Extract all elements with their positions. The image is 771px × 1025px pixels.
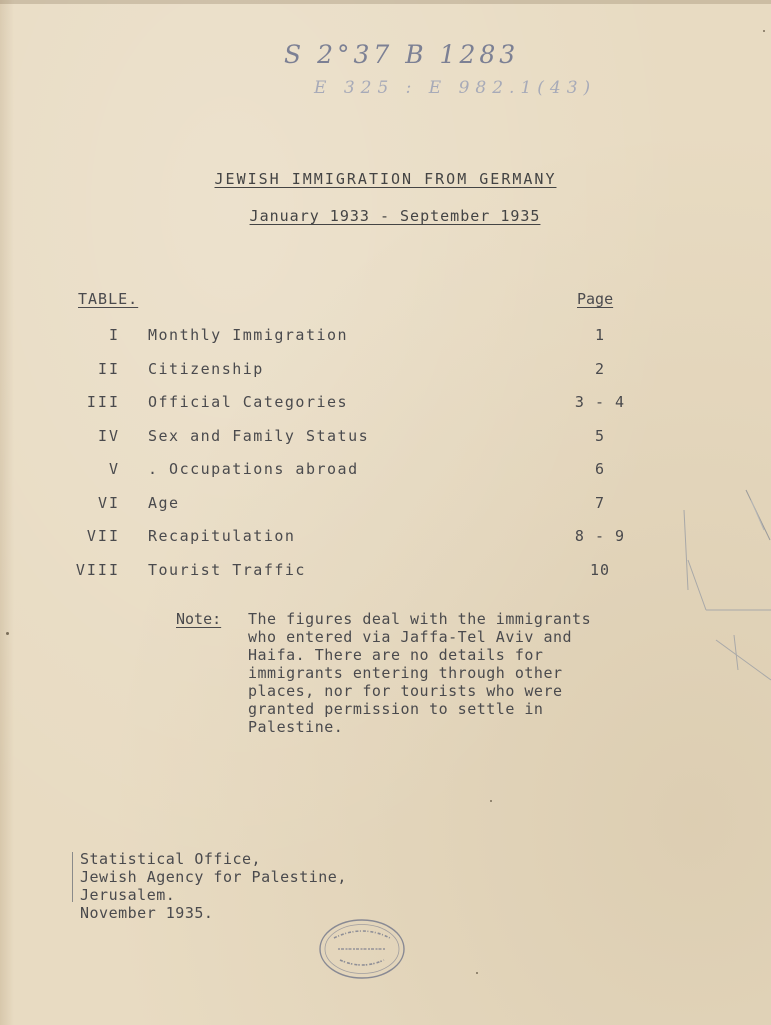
- note-line: immigrants entering through other: [248, 664, 563, 682]
- table-label: Citizenship: [148, 360, 264, 378]
- paper-speck: [490, 800, 492, 802]
- document-title: [0, 170, 771, 188]
- footer-line: November 1935.: [80, 904, 214, 922]
- table-label: Official Categories: [148, 393, 349, 411]
- table-row: [0, 527, 771, 553]
- page-top-edge: [0, 0, 771, 4]
- note-line: The figures deal with the immigrants: [248, 610, 592, 628]
- note-line: Haifa. There are no details for: [248, 646, 544, 664]
- footer-line: Jewish Agency for Palestine,: [80, 868, 347, 886]
- signature-block: [80, 850, 347, 922]
- note-line: places, nor for tourists who were: [248, 682, 563, 700]
- table-page-number: 6: [594, 460, 606, 478]
- table-label: . Occupations abroad: [148, 460, 359, 478]
- table-number: VII: [86, 527, 120, 545]
- table-page-number: 7: [594, 494, 606, 512]
- table-number: III: [86, 393, 120, 411]
- table-page-number: 2: [594, 360, 606, 378]
- table-label: Sex and Family Status: [148, 427, 370, 445]
- document-title-text: JEWISH IMMIGRATION FROM GERMANY: [214, 170, 557, 188]
- table-page-number: 1: [594, 326, 606, 344]
- table-label: Recapitulation: [148, 527, 296, 545]
- table-row: [0, 460, 771, 486]
- handwritten-call-number: S 2°37 B 1283: [284, 40, 520, 69]
- footer-line: Statistical Office,: [80, 850, 262, 868]
- table-number: II: [97, 360, 120, 378]
- table-page-number: 3 - 4: [574, 393, 626, 411]
- table-number: VI: [97, 494, 120, 512]
- table-label: Tourist Traffic: [148, 561, 306, 579]
- note-line: Palestine.: [248, 718, 344, 736]
- table-number: IV: [97, 427, 120, 445]
- note-text: [248, 610, 628, 736]
- paper-speck: [763, 30, 765, 32]
- document-subtitle: [0, 207, 771, 225]
- footer-line: Jerusalem.: [80, 886, 176, 904]
- library-stamp: [318, 918, 406, 980]
- table-row: [0, 393, 771, 419]
- table-row: [0, 561, 771, 587]
- note-label: Note:: [176, 610, 222, 628]
- paper-speck: [476, 972, 478, 974]
- table-number: VIII: [75, 561, 120, 579]
- note-line: granted permission to settle in: [248, 700, 544, 718]
- table-number: I: [108, 326, 120, 344]
- table-page-number: 10: [589, 561, 611, 579]
- table-row: [0, 326, 771, 352]
- table-label: Monthly Immigration: [148, 326, 349, 344]
- handwritten-catalog-ref: E 325 : E 982.1(43): [314, 78, 597, 98]
- table-row: [0, 427, 771, 453]
- table-column-header: TABLE.: [78, 290, 139, 308]
- table-number: V: [108, 460, 120, 478]
- page-edge-fold-marks: [676, 470, 771, 700]
- table-row: [0, 360, 771, 386]
- note-line: who entered via Jaffa-Tel Aviv and: [248, 628, 573, 646]
- table-page-number: 5: [594, 427, 606, 445]
- footer-bracket-mark: [72, 852, 76, 902]
- table-row: [0, 494, 771, 520]
- document-subtitle-text: January 1933 - September 1935: [249, 207, 541, 225]
- page-column-header: Page: [577, 290, 614, 308]
- paper-speck: [6, 632, 9, 635]
- table-page-number: 8 - 9: [574, 527, 626, 545]
- table-label: Age: [148, 494, 180, 512]
